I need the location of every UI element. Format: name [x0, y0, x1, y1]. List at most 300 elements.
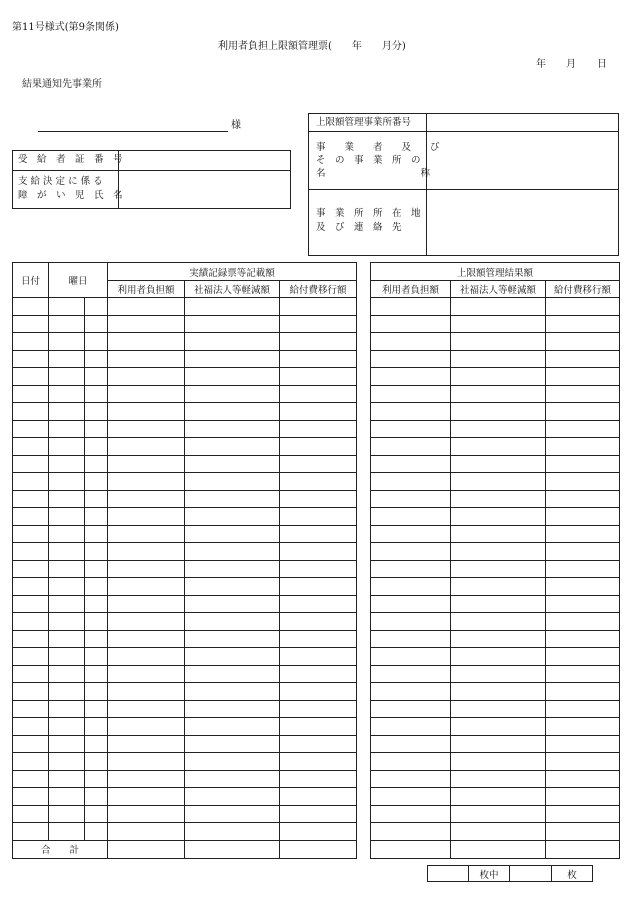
amount-cell[interactable]: [451, 455, 546, 473]
amount-cell[interactable]: [185, 665, 280, 683]
amount-cell[interactable]: [280, 298, 357, 316]
weekday-cell[interactable]: [85, 735, 108, 753]
amount-cell[interactable]: [451, 315, 546, 333]
weekday-cell[interactable]: [85, 298, 108, 316]
column-header: 利用者負担額: [108, 281, 185, 298]
amount-cell[interactable]: [451, 578, 546, 596]
amount-cell[interactable]: [546, 613, 620, 631]
amount-cell[interactable]: [546, 420, 620, 438]
amount-cell[interactable]: [451, 525, 546, 543]
amount-cell[interactable]: [185, 613, 280, 631]
amount-cell[interactable]: [280, 665, 357, 683]
amount-cell[interactable]: [280, 770, 357, 788]
weekday-cell[interactable]: [85, 385, 108, 403]
amount-cell[interactable]: [451, 543, 546, 561]
date-cell[interactable]: [13, 595, 49, 613]
amount-cell[interactable]: [280, 805, 357, 823]
date-cell[interactable]: [13, 735, 49, 753]
weekday-cell[interactable]: [85, 333, 108, 351]
amount-cell[interactable]: [108, 315, 185, 333]
amount-cell[interactable]: [546, 788, 620, 806]
address-field[interactable]: [428, 191, 617, 254]
amount-cell[interactable]: [371, 508, 451, 526]
weekday-cell[interactable]: [49, 578, 85, 596]
weekday-cell[interactable]: [49, 420, 85, 438]
amount-cell[interactable]: [546, 560, 620, 578]
weekday-cell[interactable]: [49, 508, 85, 526]
amount-cell[interactable]: [280, 490, 357, 508]
amount-cell[interactable]: [108, 508, 185, 526]
amount-cell[interactable]: [108, 350, 185, 368]
amount-cell[interactable]: [546, 350, 620, 368]
amount-cell[interactable]: [546, 455, 620, 473]
amount-cell[interactable]: [185, 770, 280, 788]
amount-cell[interactable]: [185, 683, 280, 701]
table-row: [13, 578, 357, 596]
amount-cell[interactable]: [371, 788, 451, 806]
weekday-cell[interactable]: [49, 473, 85, 491]
amount-cell[interactable]: [108, 823, 185, 841]
amount-cell[interactable]: [280, 648, 357, 666]
amount-cell[interactable]: [546, 718, 620, 736]
date-cell[interactable]: [13, 350, 49, 368]
date-cell[interactable]: [13, 823, 49, 841]
amount-cell[interactable]: [451, 385, 546, 403]
weekday-cell[interactable]: [85, 403, 108, 421]
amount-cell[interactable]: [280, 578, 357, 596]
weekday-cell[interactable]: [85, 805, 108, 823]
weekday-cell[interactable]: [49, 315, 85, 333]
weekday-cell[interactable]: [49, 613, 85, 631]
amount-cell[interactable]: [451, 613, 546, 631]
date-cell[interactable]: [13, 403, 49, 421]
amount-cell[interactable]: [108, 770, 185, 788]
amount-cell[interactable]: [546, 315, 620, 333]
amount-cell[interactable]: [371, 543, 451, 561]
weekday-cell[interactable]: [49, 560, 85, 578]
table-row: [13, 350, 357, 368]
date-cell[interactable]: [13, 455, 49, 473]
amount-cell[interactable]: [451, 823, 546, 841]
amount-cell[interactable]: [108, 683, 185, 701]
amount-cell[interactable]: [108, 438, 185, 456]
amount-cell[interactable]: [185, 490, 280, 508]
amount-cell[interactable]: [185, 473, 280, 491]
total-cell[interactable]: [371, 840, 451, 858]
amount-cell[interactable]: [451, 490, 546, 508]
amount-cell[interactable]: [280, 333, 357, 351]
amount-cell[interactable]: [185, 823, 280, 841]
weekday-cell[interactable]: [85, 718, 108, 736]
amount-cell[interactable]: [546, 525, 620, 543]
amount-cell[interactable]: [185, 455, 280, 473]
amount-cell[interactable]: [108, 630, 185, 648]
amount-cell[interactable]: [546, 770, 620, 788]
amount-cell[interactable]: [185, 385, 280, 403]
date-cell[interactable]: [13, 665, 49, 683]
amount-cell[interactable]: [280, 455, 357, 473]
amount-cell[interactable]: [451, 333, 546, 351]
amount-cell[interactable]: [371, 438, 451, 456]
amount-cell[interactable]: [371, 385, 451, 403]
amount-cell[interactable]: [108, 718, 185, 736]
amount-cell[interactable]: [546, 473, 620, 491]
amount-cell[interactable]: [371, 613, 451, 631]
amount-cell[interactable]: [451, 788, 546, 806]
weekday-cell[interactable]: [85, 473, 108, 491]
amount-cell[interactable]: [108, 490, 185, 508]
amount-cell[interactable]: [280, 420, 357, 438]
date-cell[interactable]: [13, 613, 49, 631]
amount-cell[interactable]: [280, 543, 357, 561]
amount-cell[interactable]: [371, 333, 451, 351]
page-current-field[interactable]: [428, 866, 469, 882]
table-row: [371, 385, 620, 403]
weekday-cell[interactable]: [85, 648, 108, 666]
date-cell[interactable]: [13, 805, 49, 823]
weekday-cell[interactable]: [85, 770, 108, 788]
weekday-cell[interactable]: [85, 560, 108, 578]
amount-cell[interactable]: [546, 403, 620, 421]
amount-cell[interactable]: [371, 315, 451, 333]
amount-cell[interactable]: [371, 595, 451, 613]
date-cell[interactable]: [13, 385, 49, 403]
amount-cell[interactable]: [280, 385, 357, 403]
amount-cell[interactable]: [185, 560, 280, 578]
amount-cell[interactable]: [371, 455, 451, 473]
amount-cell[interactable]: [280, 788, 357, 806]
amount-cell[interactable]: [185, 595, 280, 613]
amount-cell[interactable]: [546, 508, 620, 526]
date-cell[interactable]: [13, 438, 49, 456]
amount-cell[interactable]: [371, 420, 451, 438]
amount-cell[interactable]: [371, 683, 451, 701]
date-cell[interactable]: [13, 298, 49, 316]
amount-cell[interactable]: [108, 665, 185, 683]
total-cell[interactable]: [185, 840, 280, 858]
weekday-cell[interactable]: [49, 823, 85, 841]
amount-cell[interactable]: [371, 525, 451, 543]
weekday-cell[interactable]: [85, 595, 108, 613]
weekday-cell[interactable]: [49, 298, 85, 316]
total-cell[interactable]: [546, 840, 620, 858]
weekday-cell[interactable]: [85, 788, 108, 806]
amount-cell[interactable]: [185, 700, 280, 718]
weekday-cell[interactable]: [85, 420, 108, 438]
amount-cell[interactable]: [451, 368, 546, 386]
amount-cell[interactable]: [546, 630, 620, 648]
business-name-field[interactable]: [428, 133, 617, 188]
amount-cell[interactable]: [108, 368, 185, 386]
weekday-cell[interactable]: [49, 788, 85, 806]
amount-cell[interactable]: [371, 735, 451, 753]
amount-cell[interactable]: [280, 630, 357, 648]
amount-cell[interactable]: [546, 648, 620, 666]
amount-cell[interactable]: [280, 718, 357, 736]
date-cell[interactable]: [13, 788, 49, 806]
table-row: [371, 595, 620, 613]
amount-cell[interactable]: [451, 770, 546, 788]
amount-cell[interactable]: [108, 403, 185, 421]
amount-cell[interactable]: [546, 543, 620, 561]
weekday-cell[interactable]: [85, 630, 108, 648]
amount-cell[interactable]: [280, 508, 357, 526]
amount-cell[interactable]: [280, 403, 357, 421]
date-cell[interactable]: [13, 578, 49, 596]
amount-cell[interactable]: [546, 368, 620, 386]
weekday-cell[interactable]: [85, 508, 108, 526]
amount-cell[interactable]: [185, 525, 280, 543]
amount-cell[interactable]: [185, 333, 280, 351]
amount-cell[interactable]: [546, 490, 620, 508]
page-total-field[interactable]: [510, 866, 552, 882]
weekday-cell[interactable]: [85, 823, 108, 841]
weekday-cell[interactable]: [49, 368, 85, 386]
weekday-cell[interactable]: [49, 718, 85, 736]
amount-cell[interactable]: [371, 648, 451, 666]
weekday-cell[interactable]: [49, 350, 85, 368]
amount-cell[interactable]: [185, 368, 280, 386]
weekday-cell[interactable]: [85, 683, 108, 701]
amount-cell[interactable]: [546, 333, 620, 351]
amount-cell[interactable]: [451, 700, 546, 718]
amount-cell[interactable]: [185, 735, 280, 753]
amount-cell[interactable]: [451, 560, 546, 578]
weekday-cell[interactable]: [85, 700, 108, 718]
amount-cell[interactable]: [108, 613, 185, 631]
page-sheets-label: 枚: [552, 866, 593, 882]
amount-cell[interactable]: [108, 420, 185, 438]
weekday-cell[interactable]: [49, 490, 85, 508]
amount-cell[interactable]: [280, 595, 357, 613]
weekday-cell[interactable]: [49, 333, 85, 351]
amount-cell[interactable]: [451, 403, 546, 421]
amount-cell[interactable]: [371, 770, 451, 788]
cert-number-field[interactable]: [120, 152, 288, 169]
table-row: [13, 455, 357, 473]
amount-cell[interactable]: [108, 753, 185, 771]
office-number-field[interactable]: [428, 115, 617, 130]
amount-cell[interactable]: [185, 753, 280, 771]
amount-cell[interactable]: [451, 508, 546, 526]
amount-cell[interactable]: [451, 683, 546, 701]
limit-result-table: [370, 262, 620, 859]
weekday-cell[interactable]: [49, 595, 85, 613]
amount-cell[interactable]: [451, 718, 546, 736]
amount-cell[interactable]: [451, 630, 546, 648]
date-cell[interactable]: [13, 490, 49, 508]
weekday-cell[interactable]: [85, 613, 108, 631]
amount-cell[interactable]: [371, 403, 451, 421]
amount-cell[interactable]: [546, 805, 620, 823]
amount-cell[interactable]: [108, 298, 185, 316]
amount-cell[interactable]: [546, 578, 620, 596]
amount-cell[interactable]: [185, 543, 280, 561]
amount-cell[interactable]: [280, 613, 357, 631]
amount-cell[interactable]: [451, 753, 546, 771]
amount-cell[interactable]: [185, 508, 280, 526]
amount-cell[interactable]: [546, 753, 620, 771]
amount-cell[interactable]: [451, 595, 546, 613]
weekday-cell[interactable]: [85, 455, 108, 473]
date-cell[interactable]: [13, 648, 49, 666]
amount-cell[interactable]: [280, 683, 357, 701]
amount-cell[interactable]: [185, 805, 280, 823]
weekday-cell[interactable]: [85, 438, 108, 456]
date-cell[interactable]: [13, 683, 49, 701]
amount-cell[interactable]: [371, 753, 451, 771]
amount-cell[interactable]: [371, 368, 451, 386]
amount-cell[interactable]: [280, 438, 357, 456]
amount-cell[interactable]: [280, 368, 357, 386]
amount-cell[interactable]: [280, 753, 357, 771]
weekday-cell[interactable]: [49, 403, 85, 421]
weekday-cell[interactable]: [49, 805, 85, 823]
date-cell[interactable]: [13, 420, 49, 438]
date-cell[interactable]: [13, 315, 49, 333]
amount-cell[interactable]: [108, 455, 185, 473]
date-cell[interactable]: [13, 508, 49, 526]
amount-cell[interactable]: [108, 560, 185, 578]
amount-cell[interactable]: [185, 630, 280, 648]
weekday-cell[interactable]: [85, 315, 108, 333]
amount-cell[interactable]: [185, 788, 280, 806]
amount-cell[interactable]: [280, 525, 357, 543]
amount-cell[interactable]: [280, 473, 357, 491]
amount-cell[interactable]: [108, 543, 185, 561]
weekday-cell[interactable]: [49, 648, 85, 666]
weekday-cell[interactable]: [49, 525, 85, 543]
amount-cell[interactable]: [108, 805, 185, 823]
date-cell[interactable]: [13, 473, 49, 491]
amount-cell[interactable]: [371, 823, 451, 841]
date-cell[interactable]: [13, 543, 49, 561]
amount-cell[interactable]: [371, 490, 451, 508]
date-cell[interactable]: [13, 368, 49, 386]
amount-cell[interactable]: [451, 420, 546, 438]
amount-cell[interactable]: [280, 735, 357, 753]
amount-cell[interactable]: [546, 735, 620, 753]
amount-cell[interactable]: [280, 560, 357, 578]
amount-cell[interactable]: [185, 648, 280, 666]
amount-cell[interactable]: [546, 595, 620, 613]
amount-cell[interactable]: [108, 578, 185, 596]
amount-cell[interactable]: [108, 525, 185, 543]
amount-cell[interactable]: [451, 735, 546, 753]
date-cell[interactable]: [13, 333, 49, 351]
amount-cell[interactable]: [546, 683, 620, 701]
weekday-cell[interactable]: [49, 665, 85, 683]
amount-cell[interactable]: [185, 578, 280, 596]
amount-cell[interactable]: [546, 298, 620, 316]
total-cell[interactable]: [280, 840, 357, 858]
date-cell[interactable]: [13, 630, 49, 648]
amount-cell[interactable]: [371, 560, 451, 578]
amount-cell[interactable]: [371, 805, 451, 823]
weekday-cell[interactable]: [49, 683, 85, 701]
amount-cell[interactable]: [108, 385, 185, 403]
amount-cell[interactable]: [371, 700, 451, 718]
weekday-cell[interactable]: [49, 770, 85, 788]
amount-cell[interactable]: [371, 665, 451, 683]
amount-cell[interactable]: [451, 805, 546, 823]
amount-cell[interactable]: [108, 735, 185, 753]
amount-cell[interactable]: [546, 823, 620, 841]
amount-cell[interactable]: [185, 298, 280, 316]
amount-cell[interactable]: [451, 350, 546, 368]
amount-cell[interactable]: [280, 315, 357, 333]
amount-cell[interactable]: [108, 700, 185, 718]
amount-cell[interactable]: [451, 648, 546, 666]
weekday-cell[interactable]: [49, 630, 85, 648]
amount-cell[interactable]: [451, 473, 546, 491]
amount-cell[interactable]: [108, 595, 185, 613]
amount-cell[interactable]: [280, 350, 357, 368]
amount-cell[interactable]: [546, 385, 620, 403]
weekday-cell[interactable]: [49, 735, 85, 753]
weekday-cell[interactable]: [85, 368, 108, 386]
amount-cell[interactable]: [451, 298, 546, 316]
weekday-cell[interactable]: [49, 700, 85, 718]
weekday-cell[interactable]: [85, 525, 108, 543]
amount-cell[interactable]: [185, 438, 280, 456]
amount-cell[interactable]: [371, 473, 451, 491]
date-cell[interactable]: [13, 753, 49, 771]
amount-cell[interactable]: [280, 823, 357, 841]
amount-cell[interactable]: [185, 315, 280, 333]
amount-cell[interactable]: [371, 630, 451, 648]
amount-cell[interactable]: [280, 700, 357, 718]
date-cell[interactable]: [13, 560, 49, 578]
weekday-cell[interactable]: [49, 385, 85, 403]
date-cell[interactable]: [13, 770, 49, 788]
weekday-cell[interactable]: [85, 543, 108, 561]
amount-cell[interactable]: [371, 578, 451, 596]
weekday-cell[interactable]: [85, 665, 108, 683]
date-cell[interactable]: [13, 718, 49, 736]
amount-cell[interactable]: [371, 718, 451, 736]
weekday-cell[interactable]: [85, 490, 108, 508]
amount-cell[interactable]: [185, 350, 280, 368]
amount-cell[interactable]: [451, 438, 546, 456]
amount-cell[interactable]: [108, 648, 185, 666]
date-cell[interactable]: [13, 700, 49, 718]
weekday-cell[interactable]: [85, 350, 108, 368]
child-name-field[interactable]: [120, 172, 288, 207]
weekday-cell[interactable]: [85, 578, 108, 596]
amount-cell[interactable]: [546, 665, 620, 683]
weekday-cell[interactable]: [49, 438, 85, 456]
total-cell[interactable]: [108, 840, 185, 858]
amount-cell[interactable]: [185, 718, 280, 736]
weekday-cell[interactable]: [49, 753, 85, 771]
amount-cell[interactable]: [371, 298, 451, 316]
amount-cell[interactable]: [108, 333, 185, 351]
amount-cell[interactable]: [185, 420, 280, 438]
amount-cell[interactable]: [546, 700, 620, 718]
total-cell[interactable]: [451, 840, 546, 858]
amount-cell[interactable]: [108, 788, 185, 806]
amount-cell[interactable]: [546, 438, 620, 456]
amount-cell[interactable]: [451, 665, 546, 683]
amount-cell[interactable]: [185, 403, 280, 421]
weekday-cell[interactable]: [49, 455, 85, 473]
amount-cell[interactable]: [371, 350, 451, 368]
amount-cell[interactable]: [108, 473, 185, 491]
weekday-cell[interactable]: [85, 753, 108, 771]
date-cell[interactable]: [13, 525, 49, 543]
weekday-cell[interactable]: [49, 543, 85, 561]
